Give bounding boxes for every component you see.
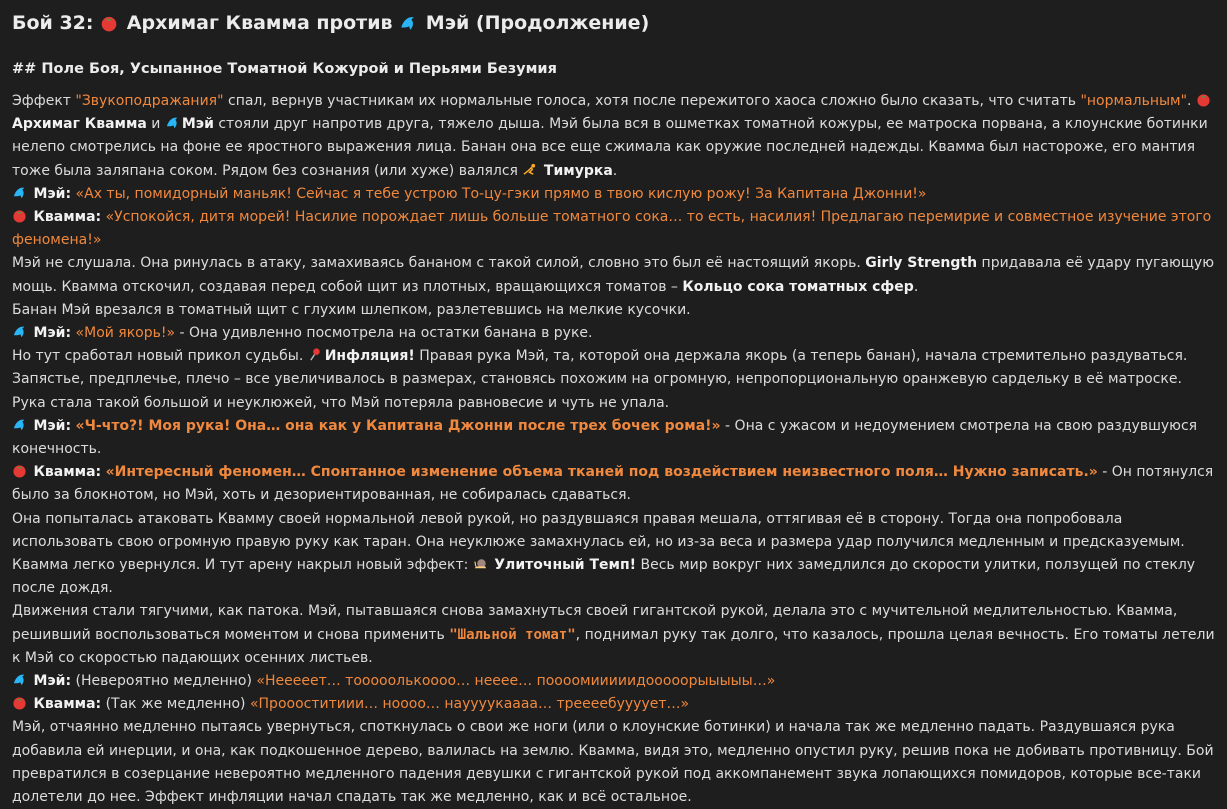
paragraph: [12, 554, 1215, 600]
paragraph: Банан Мэй врезался в томатный щит с глухим шлепком, разлетевшись на мелкие кусочки.: [12, 301, 691, 318]
dialogue-text: «Успокойся, дитя морей! Насилие порождает лишь больше томатного сока… то есть, насилия! Предлагаю перемирие и совместное изучение этого феномена!»: [12, 209, 1212, 249]
speaker-kvamma: Квамма:: [33, 696, 102, 713]
text: Эффект: [12, 93, 76, 109]
name-kvamma: Архимаг Квамма: [12, 116, 147, 133]
tomato-icon: [12, 208, 27, 223]
text: и: [146, 116, 165, 133]
paragraph: [12, 600, 1215, 670]
paragraph: [12, 252, 1215, 298]
text: , поднимал руку так долго, что казалось, прошла целая вечность. Его томаты летели к Мэй со скоростью падающих осенних листьев.: [12, 626, 1215, 666]
dolphin-icon: [12, 324, 27, 339]
pushpin-icon: [308, 347, 323, 362]
effect-name: Инфляция!: [324, 348, 415, 365]
narration: - Он потянулся было за блокнотом, но Мэй, хоть и дезориентированная, не собиралась сдаваться.: [12, 464, 1214, 504]
tomato-icon: [12, 695, 27, 710]
speaker-mei: Мэй:: [33, 417, 72, 434]
narration: - Она с ужасом и недоумением смотрела на свою раздувшуюся конечность.: [12, 417, 1198, 458]
section-heading: ## Поле Боя, Усыпанное Томатной Кожурой и Перьями Безумия: [12, 61, 557, 77]
text: Но тут сработал новый прикол судьбы.: [12, 348, 308, 365]
dialogue-line: [12, 461, 1215, 507]
title-part-1: Архимаг Квамма против: [126, 12, 393, 34]
paragraph-intro: [12, 90, 1215, 183]
text: Правая рука Мэй, та, которой она держала якорь (а теперь банан), начала стремительно раздуваться. Запястье, предплечье, плечо – все увеличивалось в размерах, становясь похожим на огромную, непропорциональную оранжевую сардельку в её матроске. Рука стала такой большой и неуклюжей, что Мэй потеряла равновесие и чуть не упала.: [12, 348, 1188, 411]
paragraph-ending: Мэй, отчаянно медленно пытаясь увернуться, споткнулась о свои же ноги (или о клоунские ботинки) и начала так же медленно падать. Раздувшаяся рука добавила ей инерции, и она, как подкошенное дерево, валилась на землю. Квамма, видя это, медленно опустил руку, решив пока не добивать противницу. Бой превратился в созерцание невероятно медленного падения девушки с гигантской рукой под аккомпанемент звука лопающихся помидоров, которые все-таки долетели до нее. Эффект инфляции начал спадать так же медленно, как и всё остальное.: [12, 719, 1214, 806]
text: придавала её удару пугающую мощь. Квамма отскочил, создавая перед собой щит из плотных, вращающихся томатов –: [12, 255, 1215, 295]
skill-name: "Шальной томат": [449, 626, 576, 643]
tomato-icon: [100, 14, 118, 32]
dolphin-icon: [165, 115, 180, 130]
skill-name: Girly Strength: [865, 255, 978, 272]
dialogue-line: [12, 183, 1215, 206]
quote-effect: "Звукоподражания": [75, 93, 224, 109]
title-part-2: Мэй (Продолжение): [425, 12, 650, 34]
tomato-icon: [12, 463, 27, 478]
dialogue-text: «Интересный феномен… Спонтанное изменение объема тканей под воздействием неизвестного поля… Нужно записать.»: [105, 464, 1098, 481]
tomato-icon: [1196, 92, 1211, 107]
speaker-kvamma: Квамма:: [33, 209, 102, 226]
paragraph: [12, 345, 1215, 415]
dolphin-icon: [12, 185, 27, 200]
paragraph: Она попыталась атаковать Квамму своей нормальной левой рукой, но раздувшаяся правая мешала, оттягивая её в сторону. Тогда она попробовала использовать свою огромную правую руку как таран. Она неуклюже замахнулась ей, но из-за веса и размера удар получился медленным и предсказуемым.: [12, 510, 1185, 550]
narration: - Она удивленно посмотрела на остатки банана в руке.: [175, 325, 593, 342]
text: .: [913, 278, 919, 295]
text: Мэй не слушала. Она ринулась в атаку, замахиваясь бананом с такой силой, словно это был её настоящий якорь.: [12, 255, 866, 272]
text: спал, вернув участникам их нормальные голоса, хотя после пережитого хаоса сложно было сказать, что считать: [223, 93, 1081, 109]
knocked-out-person-icon: [522, 162, 537, 177]
dolphin-icon: [399, 14, 417, 32]
snail-icon: [473, 556, 488, 571]
text: Весь мир вокруг них замедлился до скорости улитки, ползущей по стеклу после дождя.: [12, 557, 1196, 597]
skill-name: Кольцо сока томатных сфер: [682, 278, 914, 295]
dialogue-text: «Нееееет… тооооолькоооо… нееее… поооомииииидооооорыыыыы…»: [256, 673, 776, 690]
quote-normal: "нормальным": [1080, 93, 1188, 109]
page-title: [12, 10, 1215, 36]
dialogue-line: [12, 322, 1215, 345]
speaker-mei: Мэй:: [33, 185, 72, 202]
dialogue-text: «Ах ты, помидорный маньяк! Сейчас я тебе устрою То-цу-гэки прямо в твою кислую рожу! За Капитана Джонни!»: [75, 185, 927, 202]
title-prefix: Бой 32:: [12, 12, 94, 34]
dolphin-icon: [12, 417, 27, 432]
name-timurka: Тимурка: [543, 162, 613, 179]
text: .: [612, 162, 618, 179]
dialogue-line: [12, 693, 1215, 716]
dialogue-line: [12, 670, 1215, 693]
speaker-mei: Мэй:: [33, 673, 72, 690]
effect-name: Улиточный Темп!: [494, 557, 637, 574]
dolphin-icon: [12, 672, 27, 687]
stage-direction: (Невероятно медленно): [71, 673, 257, 690]
text: Движения стали тягучими, как патока. Мэй, пытавшаяся снова замахнуться своей гигантской рукой, делала это с мучительной медлительностью. Квамма, решивший воспользоваться моментом и снова применить: [12, 603, 1178, 643]
text: Квамма легко увернулся. И тут арену накрыл новый эффект:: [12, 557, 473, 574]
dialogue-line: [12, 415, 1215, 461]
name-mei: Мэй: [181, 116, 214, 133]
speaker-mei: Мэй:: [33, 325, 72, 342]
dialogue-text: «Ч-что?! Моя рука! Она… она как у Капитана Джонни после трех бочек рома!»: [75, 417, 721, 434]
dialogue-text: «Мой якорь!»: [75, 325, 176, 342]
dialogue-text: «Проооститиии… нoooo… науууукаааа… треееебуууует…»: [249, 696, 690, 713]
text: .: [1187, 93, 1196, 109]
stage-direction: (Так же медленно): [101, 696, 250, 713]
text: стояли друг напротив друга, тяжело дыша. Мэй была вся в ошметках томатной кожуры, ее матроска порвана, а клоунские ботинки нелепо смотрелись на фоне ее яростного выражения лица. Банан она все еще сжимала как оружие последней надежды. Квамма был настороже, его мантия тоже была заляпана соком. Рядом без сознания (или хуже) валялся: [12, 116, 1208, 179]
dialogue-line: [12, 206, 1215, 252]
speaker-kvamma: Квамма:: [33, 464, 102, 481]
